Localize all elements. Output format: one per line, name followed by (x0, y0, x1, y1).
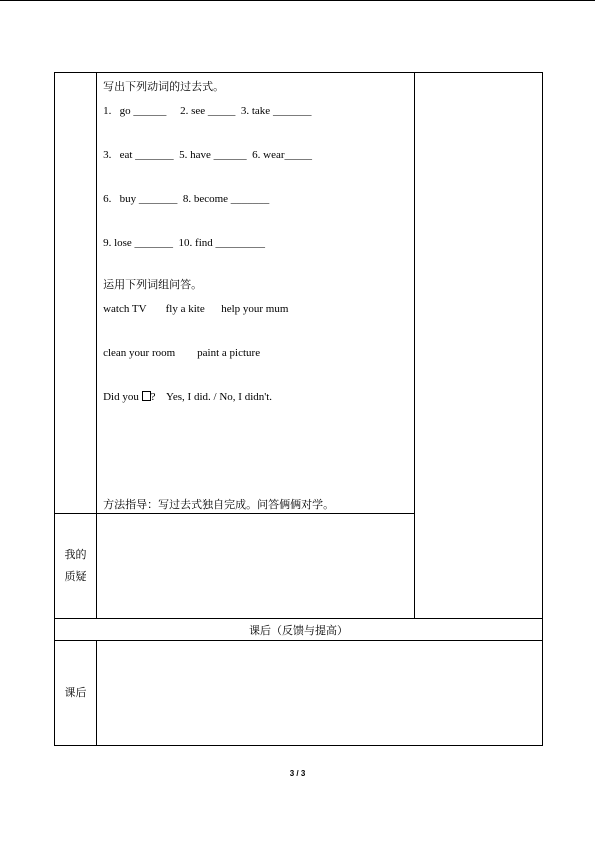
phrase-list-2: clean your room paint a picture (103, 347, 261, 359)
doubt-label-line1: 我的 (64, 549, 87, 561)
after-class-content-cell (97, 641, 543, 746)
phrase-list-1: watch TV fly a kite help your mum (103, 303, 289, 315)
doubt-label-line2: 质疑 (64, 571, 87, 583)
after-class-header-row (55, 619, 543, 641)
qa-heading: 运用下列词组问答。 (103, 279, 203, 291)
after-class-label: 课后 (55, 641, 97, 746)
dialog-suffix: ? Yes, I did. / No, I didn't. (150, 391, 273, 403)
page-number: 3 / 3 (289, 769, 306, 778)
top-rule (0, 0, 595, 1)
dialog-prefix: Did you (103, 391, 142, 403)
verb-row-1: 1. go ______ 2. see _____ 3. take _______ (103, 105, 312, 117)
exercise-heading: 写出下列动词的过去式。 (103, 81, 225, 93)
doubt-label (55, 514, 97, 619)
after-class-row (55, 641, 543, 746)
blank-box-icon (142, 391, 151, 401)
exercise-content-cell (97, 73, 415, 514)
exercise-side-cell (55, 73, 97, 514)
dialog-line (103, 391, 272, 404)
verb-row-3: 6. buy _______ 8. become _______ (103, 193, 270, 205)
exercise-row (55, 73, 543, 514)
lesson-table (54, 72, 543, 746)
verb-row-4: 9. lose _______ 10. find _________ (103, 237, 266, 249)
verb-row-2: 3. eat _______ 5. have ______ 6. wear_____ (103, 149, 313, 161)
after-class-header: 课后（反馈与提高） (55, 619, 543, 641)
doubt-content-cell (97, 514, 415, 619)
method-tip: 方法指导：写过去式独自完成。问答俩俩对学。 (103, 499, 335, 511)
notes-cell (414, 73, 542, 619)
